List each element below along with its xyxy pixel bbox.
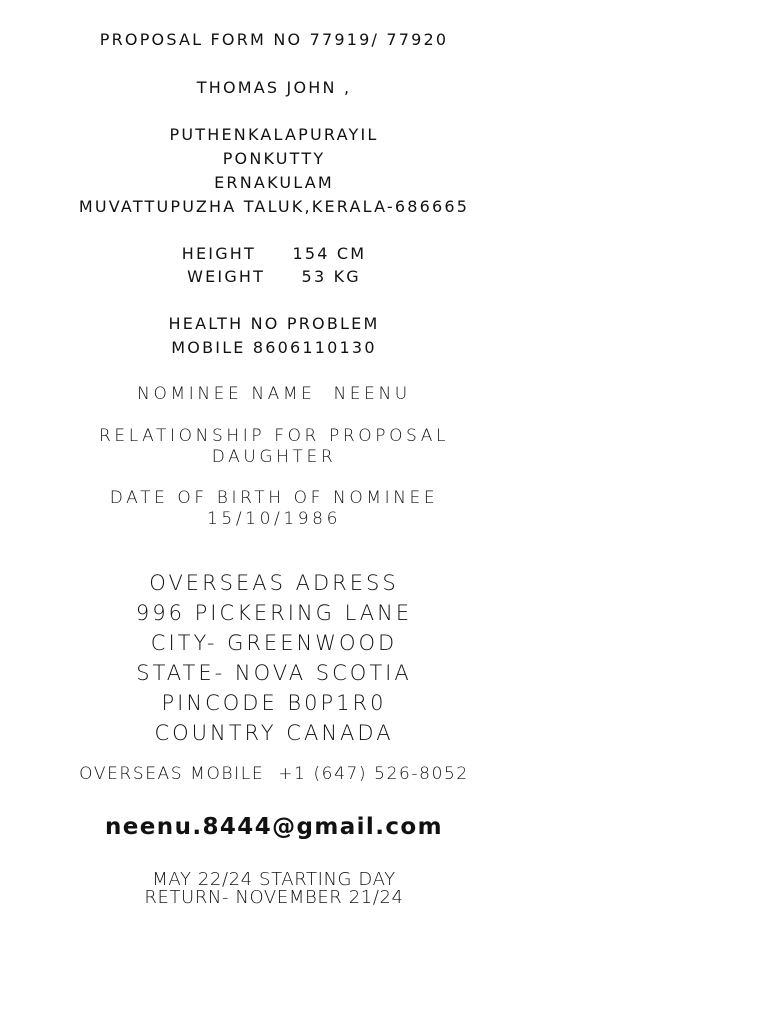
overseas-city: CITY- GREENWOOD <box>150 631 398 655</box>
address-line-2: PONKUTTY <box>222 149 326 168</box>
relationship-value: DAUGHTER <box>211 447 337 467</box>
overseas-state: STATE- NOVA SCOTIA <box>136 661 412 685</box>
travel-return-date: RETURN- NOVEMBER 21/24 <box>144 887 404 908</box>
travel-start-date: MAY 22/24 STARTING DAY <box>152 869 396 890</box>
nominee-dob-value: 15/10/1986 <box>207 509 341 529</box>
height-value: HEIGHT 154 CM <box>181 244 367 263</box>
overseas-street: 996 PICKERING LANE <box>135 601 413 625</box>
email-address: neenu.8444@gmail.com <box>105 814 443 840</box>
overseas-address-title: OVERSEAS ADRESS <box>149 571 399 595</box>
overseas-country: COUNTRY CANADA <box>154 721 394 745</box>
address-line-1: PUTHENKALAPURAYIL <box>169 125 379 144</box>
applicant-name: THOMAS JOHN , <box>196 78 352 97</box>
address-line-4: MUVATTUPUZHA TALUK,KERALA-686665 <box>78 197 470 216</box>
weight-value: WEIGHT 53 KG <box>187 267 361 286</box>
mobile-number: MOBILE 8606110130 <box>171 338 377 357</box>
relationship-label: RELATIONSHIP FOR PROPOSAL <box>98 426 450 446</box>
overseas-pincode: PINCODE B0P1R0 <box>161 691 387 715</box>
overseas-mobile: OVERSEAS MOBILE +1 (647) 526-8052 <box>79 764 469 784</box>
proposal-form-number: PROPOSAL FORM NO 77919/ 77920 <box>99 30 449 49</box>
nominee-dob-label: DATE OF BIRTH OF NOMINEE <box>109 488 439 508</box>
address-line-3: ERNAKULAM <box>214 173 334 192</box>
health-status: HEALTH NO PROBLEM <box>168 314 380 333</box>
nominee-name: NOMINEE NAME NEENU <box>137 384 411 404</box>
